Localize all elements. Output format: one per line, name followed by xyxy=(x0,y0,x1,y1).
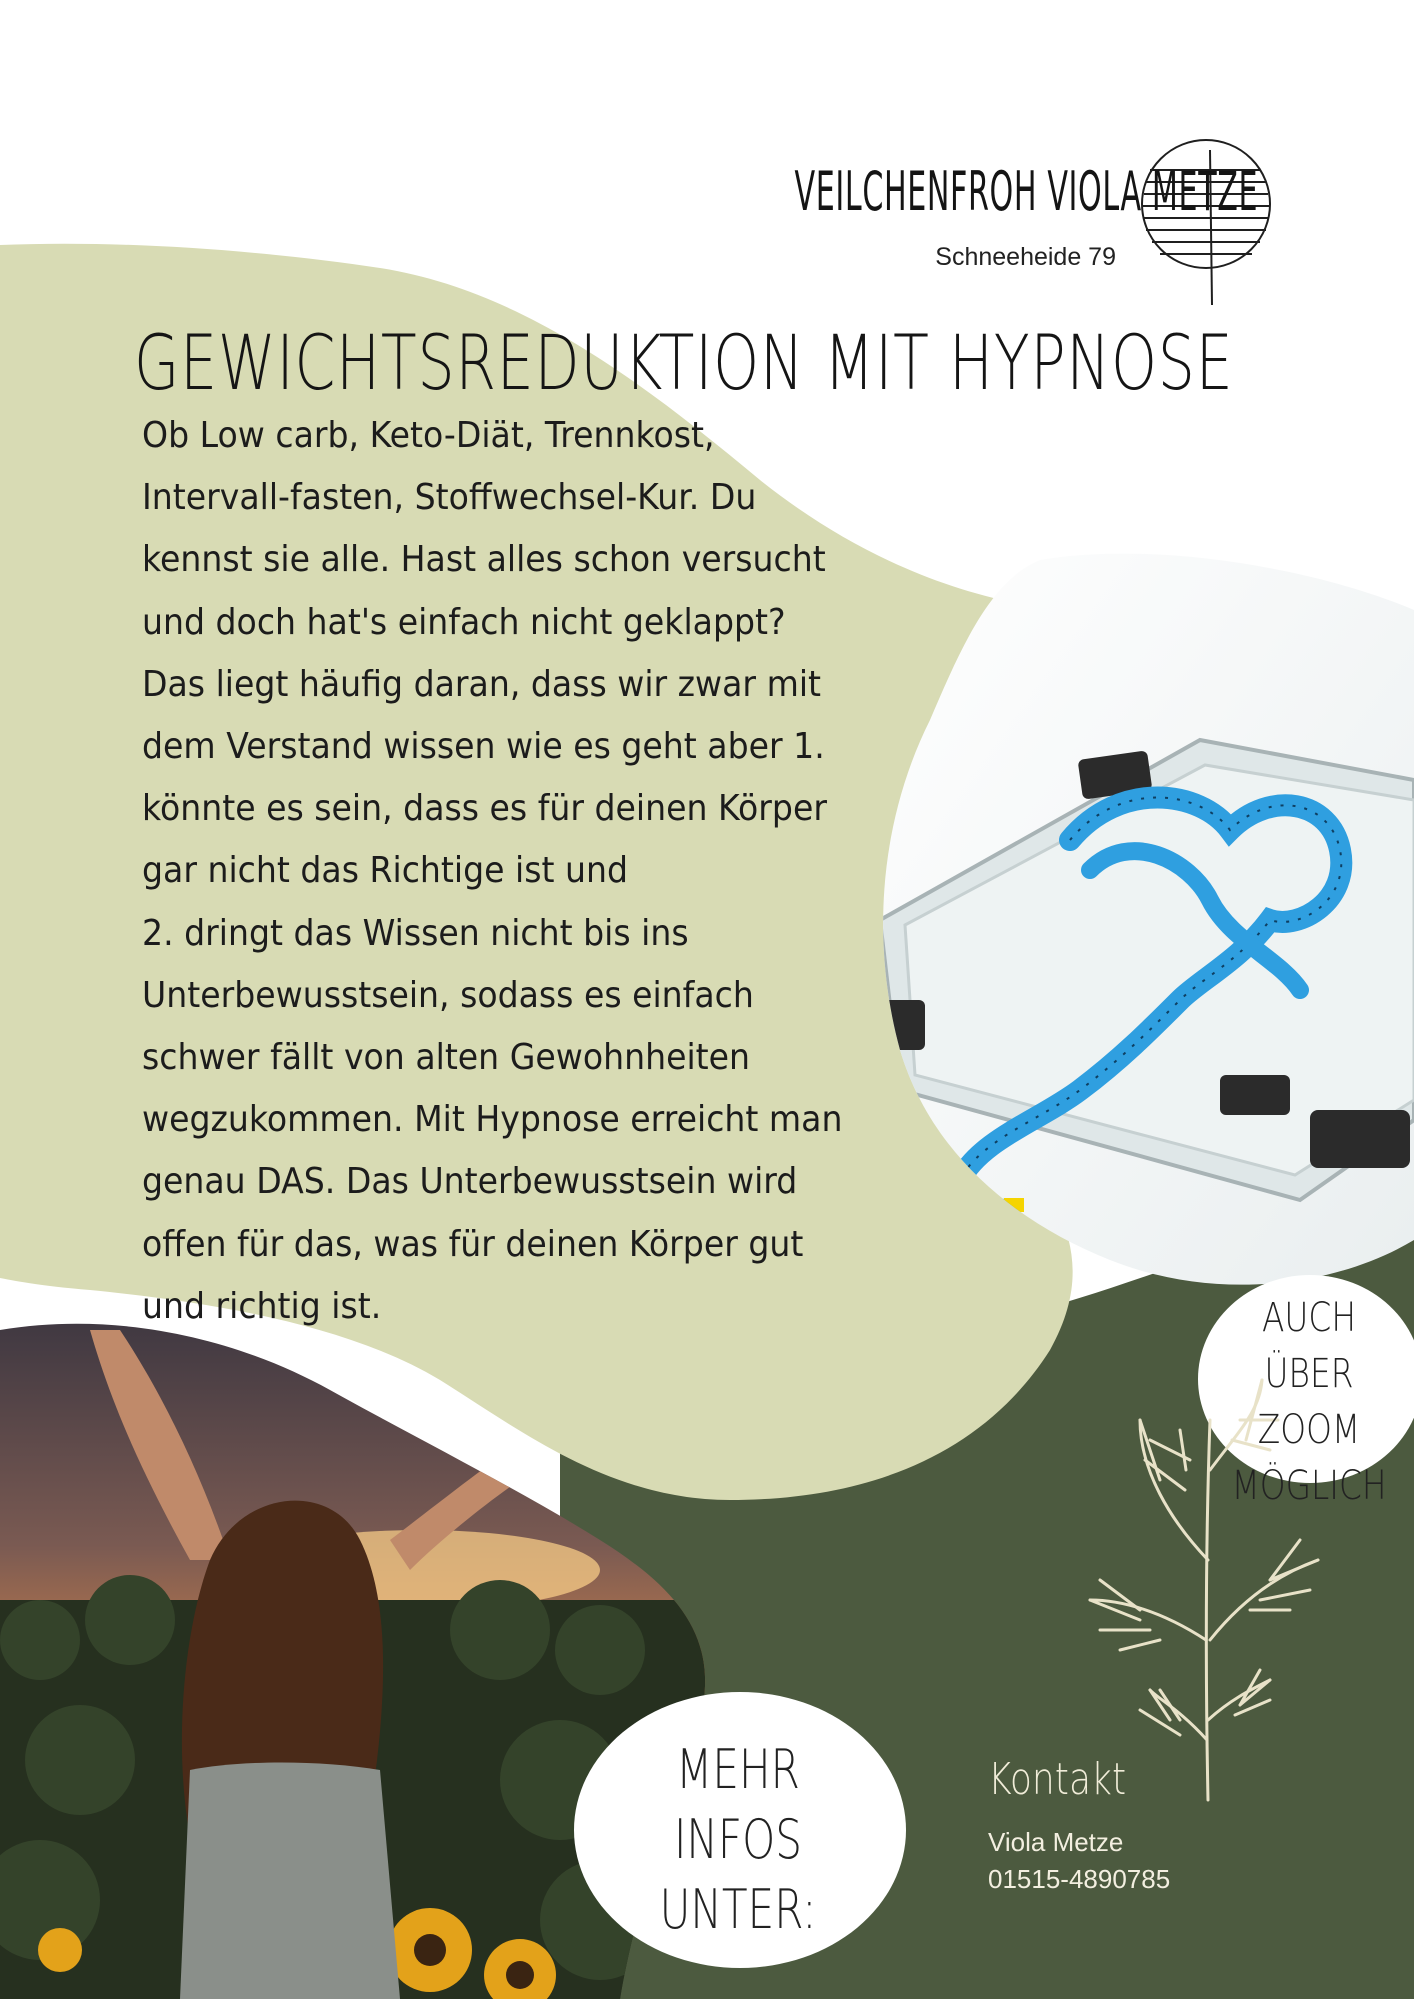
contact-title: Kontakt xyxy=(988,1754,1127,1805)
more-info-text xyxy=(630,1735,845,1945)
body-line: wegzukommen. Mit Hypnose erreicht man xyxy=(142,1099,843,1141)
body-line: Das liegt häufig daran, dass wir zwar mit xyxy=(142,663,822,705)
body-line: könnte es sein, dass es für deinen Körper xyxy=(142,788,827,830)
body-line: kennst sie alle. Hast alles schon versucht xyxy=(142,539,826,581)
more-info-line: INFOS xyxy=(673,1808,803,1871)
body-line: genau DAS. Das Unterbewusstsein wird xyxy=(142,1161,798,1203)
body-text xyxy=(142,405,942,1338)
zoom-line: ZOOM xyxy=(1257,1407,1361,1453)
contact-phone[interactable]: 01515-4890785 xyxy=(988,1864,1171,1894)
body-line: Ob Low carb, Keto-Diät, Trennkost, xyxy=(142,415,715,456)
body-line: 2. dringt das Wissen nicht bis ins xyxy=(142,912,689,954)
body-line: und doch hat's einfach nicht geklappt? xyxy=(142,601,786,643)
brand-name: VEILCHENFROH VIOLA METZE xyxy=(794,160,1259,223)
more-info-line: MEHR xyxy=(676,1738,800,1801)
body-line: offen für das, was für deinen Körper gut xyxy=(142,1223,804,1265)
body-line: gar nicht das Richtige ist und xyxy=(142,850,628,892)
zoom-line: AUCH ÜBER xyxy=(1261,1295,1357,1397)
body-line: Intervall-fasten, Stoffwechsel-Kur. Du xyxy=(142,477,757,519)
zoom-line: MÖGLICH xyxy=(1231,1463,1387,1509)
address: Schneeheide 79 xyxy=(935,243,1116,271)
body-line: Unterbewusstsein, sodass es einfach xyxy=(142,974,754,1016)
body-line: dem Verstand wissen wie es geht aber 1. xyxy=(142,726,825,768)
page-title: GEWICHTSREDUKTION MIT HYPNOSE xyxy=(134,318,1234,407)
body-line: schwer fällt von alten Gewohnheiten xyxy=(142,1037,751,1079)
zoom-bubble-text xyxy=(1220,1290,1399,1514)
body-line: und richtig ist. xyxy=(142,1285,382,1327)
contact-name: Viola Metze xyxy=(988,1827,1124,1857)
more-info-line: UNTER: xyxy=(659,1878,817,1941)
